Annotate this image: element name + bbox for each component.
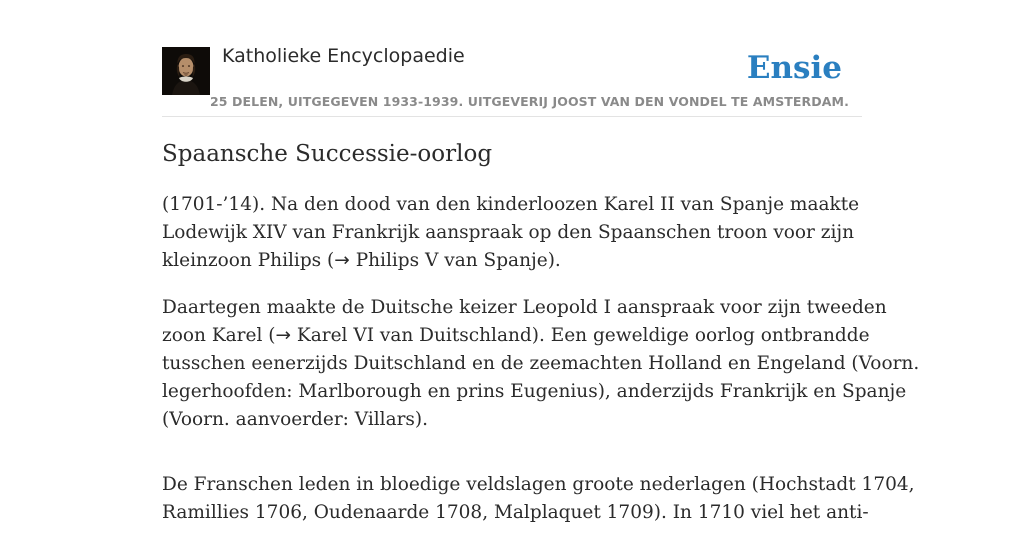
arrow-right-icon: → bbox=[334, 250, 350, 271]
text-fragment: kleinzoon Philips ( bbox=[162, 250, 335, 271]
paragraph-2-line-3: tusschen eenerzijds Duitschland en de zeemachten Holland en Engeland (Voorn. bbox=[162, 353, 920, 374]
brand-logo[interactable]: Ensie bbox=[746, 50, 842, 86]
text-fragment: zoon Karel ( bbox=[162, 325, 276, 346]
source-title[interactable]: Katholieke Encyclopaedie bbox=[222, 45, 465, 67]
paragraph-3 bbox=[162, 471, 915, 527]
paragraph-2 bbox=[162, 294, 920, 434]
text-fragment: ). Een geweldige oorlog ontbrandde bbox=[531, 325, 870, 346]
arrow-right-icon: → bbox=[275, 325, 291, 346]
paragraph-2-line-4: legerhoofden: Marlborough en prins Eugenius), anderzijds Frankrijk en Spanje bbox=[162, 381, 907, 402]
paragraph-2-line-1: Daartegen maakte de Duitsche keizer Leopold I aanspraak voor zijn tweeden bbox=[162, 297, 887, 318]
paragraph-3-line-1: De Franschen leden in bloedige veldslagen groote nederlagen (Hochstadt 1704, bbox=[162, 474, 915, 495]
cross-reference-link-philips[interactable]: Philips V van Spanje bbox=[355, 250, 548, 271]
page-title: Spaansche Successie-oorlog bbox=[162, 141, 493, 167]
portrait-avatar-icon[interactable] bbox=[162, 47, 210, 95]
paragraph-1-line-1: (1701-’14). Na den dood van den kinderloozen Karel II van Spanje maakte bbox=[162, 194, 860, 215]
site-header bbox=[162, 44, 862, 117]
portrait-avatar-image bbox=[162, 47, 210, 95]
paragraph-1 bbox=[162, 191, 862, 275]
paragraph-2-line-5: (Voorn. aanvoerder: Villars). bbox=[162, 409, 429, 430]
paragraph-2-line-2 bbox=[162, 322, 870, 350]
paragraph-1-line-3 bbox=[162, 247, 862, 275]
paragraph-3-line-2: Ramillies 1706, Oudenaarde 1708, Malplaquet 1709). In 1710 viel het anti- bbox=[162, 502, 869, 523]
text-fragment: ). bbox=[547, 250, 561, 271]
article bbox=[162, 136, 920, 546]
paragraph-1-line-2: Lodewijk XIV van Frankrijk aanspraak op den Spaanschen troon voor zijn bbox=[162, 222, 855, 243]
source-subtitle: 25 DELEN, UITGEGEVEN 1933-1939. UITGEVERIJ JOOST VAN DEN VONDEL TE AMSTERDAM. bbox=[210, 94, 849, 109]
cross-reference-link-karel[interactable]: Karel VI van Duitschland bbox=[296, 325, 532, 346]
